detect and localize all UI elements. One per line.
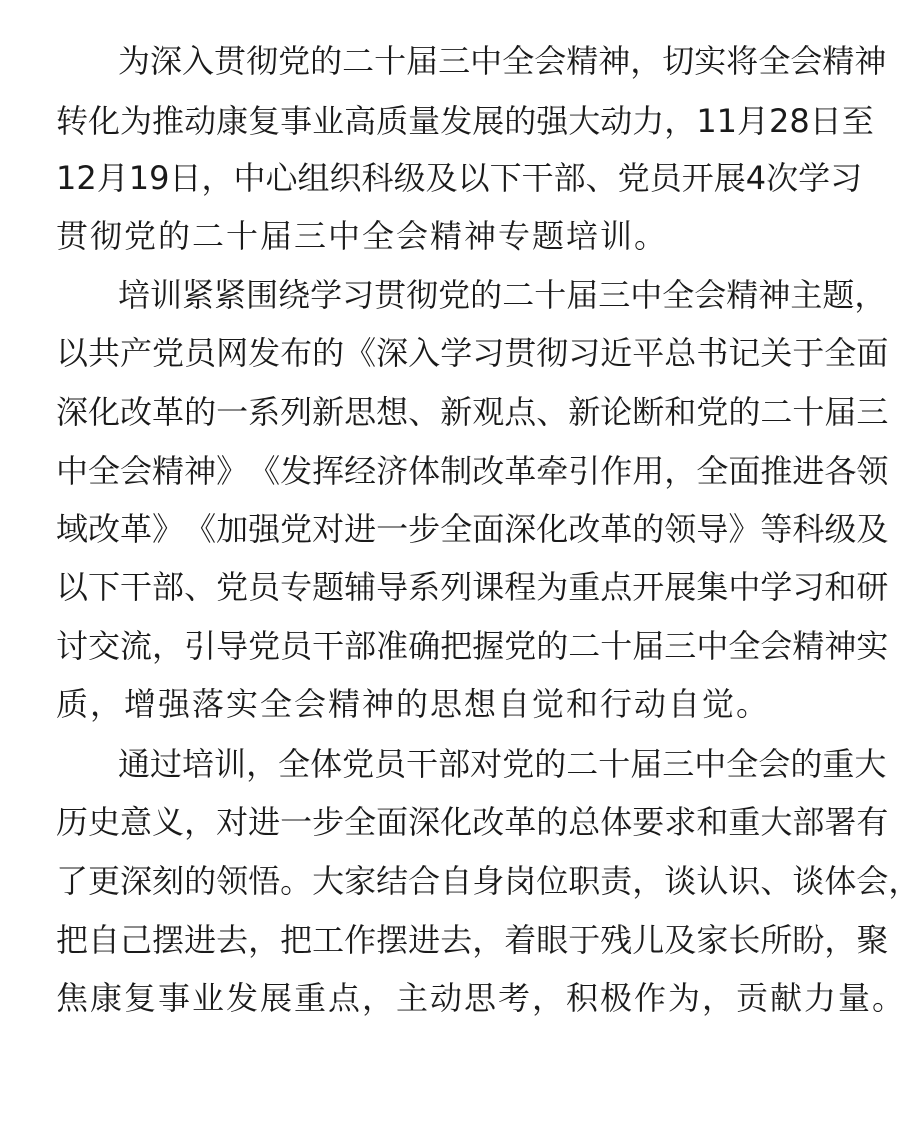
paragraph-2-line-2: 以 共 产 党 员 网 发 布 的 《 深 入 学 习 贯 彻 习 近 平 总 书 记 关 于 全 面	[56, 334, 889, 372]
paragraph-2-line-1: 培 训 紧 紧 围 绕 学 习 贯 彻 党 的 二 十 届 三 中 全 会 精 神 主 题 ，	[118, 276, 887, 314]
paragraph-2-line-8: 质，增强落实全会精神的思想自觉和行动自觉。	[56, 685, 771, 723]
paragraph-2-line-4: 中 全 会 精 神 》 《 发 挥 经 济 体 制 改 革 牵 引 作 用 ， 全 面 推 进 各 领	[56, 452, 889, 490]
paragraph-1-line-3: 12 月 19 日 ， 中 心 组 织 科 级 及 以 下 干 部 、 党 员 开 展 4 次 学 习	[56, 159, 863, 197]
paragraph-1-line-2: 转 化 为 推 动 康 复 事 业 高 质 量 发 展 的 强 大 动 力 ， 11 月 28 日 至	[56, 102, 874, 140]
paragraph-3-line-1: 通 过 培 训 ， 全 体 党 员 干 部 对 党 的 二 十 届 三 中 全 会 的 重 大	[118, 745, 887, 783]
paragraph-1-line-1: 为 深 入 贯 彻 党 的 二 十 届 三 中 全 会 精 神 ， 切 实 将 全 会 精 神	[118, 42, 887, 80]
paragraph-3-line-4: 把 自 己 摆 进 去 ， 把 工 作 摆 进 去 ， 着 眼 于 残 儿 及 家 长 所 盼 ， 聚	[56, 921, 889, 959]
paragraph-2-line-3: 深 化 改 革 的 一 系 列 新 思 想 、 新 观 点 、 新 论 断 和 党 的 二 十 届 三	[56, 393, 889, 431]
paragraph-3-line-3: 了 更 深 刻 的 领 悟 。 大 家 结 合 自 身 岗 位 职 责 ， 谈 认 识 、 谈 体 会 ，	[56, 862, 920, 900]
paragraph-3-line-2: 历 史 意 义 ， 对 进 一 步 全 面 深 化 改 革 的 总 体 要 求 和 重 大 部 署 有	[56, 803, 889, 841]
paragraph-3-line-5: 焦康复事业发展重点，主动思考，积极作为，贡献力量。	[56, 979, 907, 1017]
paragraph-1-line-4: 贯彻党的二十届三中全会精神专题培训。	[56, 217, 669, 255]
paragraph-2-line-5: 域 改 革 》 《 加 强 党 对 进 一 步 全 面 深 化 改 革 的 领 导 》 等 科 级 及	[56, 510, 889, 548]
paragraph-2-line-7: 讨 交 流 ， 引 导 党 员 干 部 准 确 把 握 党 的 二 十 届 三 中 全 会 精 神 实	[56, 627, 889, 665]
paragraph-2-line-6: 以 下 干 部 、 党 员 专 题 辅 导 系 列 课 程 为 重 点 开 展 集 中 学 习 和 研	[56, 568, 889, 606]
